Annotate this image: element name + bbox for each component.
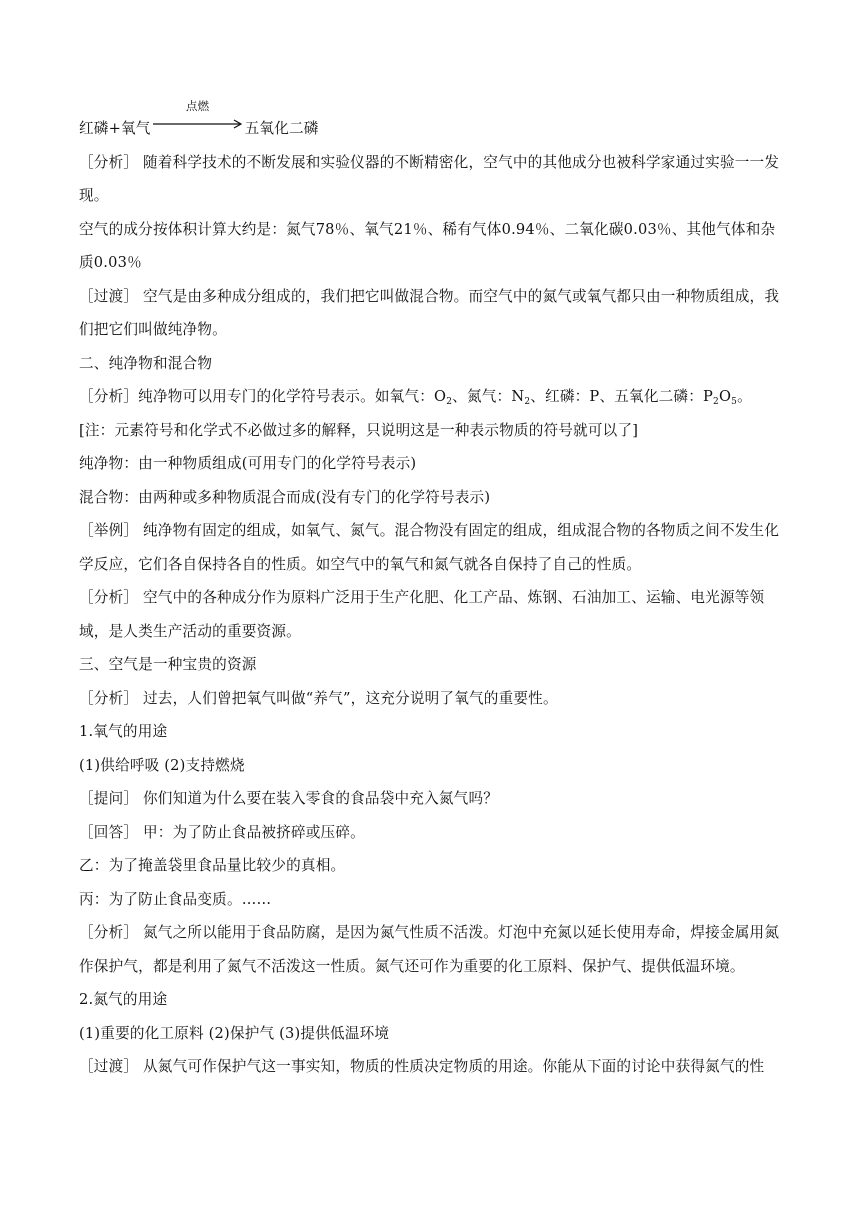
paragraph-analysis-symbols [79, 380, 784, 414]
paragraph-answer-b: 乙：为了掩盖袋里食品量比较少的真相。 [79, 857, 346, 874]
text-segment: 、氮气：N [452, 388, 525, 405]
paragraph-analysis-resources: ［分析］ 空气中的各种成分作为原料广泛用于生产化肥、化工产品、炼钢、石油加工、运输、电光源等领域，是人类生产活动的重要资源。 [79, 589, 765, 640]
paragraph-note: [注：元素符号和化学式不必做过多的解释，只说明这是一种表示物质的符号就可以了] [79, 421, 639, 439]
subscript: 2 [446, 397, 453, 407]
paragraph-analysis-nitrogen: ［分析］ 氮气之所以能用于食品防腐，是因为氮气性质不活泼。灯泡中充氮以延长使用寿命，焊接金属用氮作保护气，都是利用了氮气不活泼这一性质。氮气还可作为重要的化工原料、保护气、提供低温环境。 [79, 924, 780, 975]
paragraph-mixture-definition: 混合物：由两种或多种物质混合而成(没有专门的化学符号表示) [79, 488, 491, 506]
reactants: 红磷+氧气 [79, 120, 151, 137]
text-segment: ［分析］纯净物可以用专门的化学符号表示。如氧气：O [79, 388, 447, 405]
reaction-arrow [152, 99, 244, 136]
paragraph-answer-a: ［回答］ 甲：为了防止食品被挤碎或压碎。 [79, 823, 365, 841]
subscript: 5 [731, 397, 738, 407]
paragraph-question: ［提问］ 你们知道为什么要在装入零食的食品袋中充入氮气吗？ [79, 790, 499, 807]
section-heading-3: 三、空气是一种宝贵的资源 [79, 656, 257, 673]
reaction-equation [79, 99, 784, 146]
paragraph-analysis-1: ［分析］ 随着科学技术的不断发展和实验仪器的不断精密化，空气中的其他成分也被科学家通过实验一一发现。 [79, 153, 780, 204]
paragraph-oxygen-uses-list: (1)供给呼吸 (2)支持燃烧 [79, 756, 245, 774]
paragraph-air-composition: 空气的成分按体积计算大约是：氮气78％、氧气21％、稀有气体0.94％、二氧化碳0.03％、其他气体和杂质0.03％ [79, 220, 776, 271]
subheading-oxygen-uses: 1.氧气的用途 [79, 723, 168, 740]
subscript: 2 [524, 397, 531, 407]
paragraph-transition-2: ［过渡］ 从氮气可作保护气这一事实知，物质的性质决定物质的用途。你能从下面的讨论中获得氮气的性 [79, 1058, 765, 1075]
paragraph-pure-definition: 纯净物：由一种物质组成(可用专门的化学符号表示) [79, 455, 417, 472]
product: 五氧化二磷 [244, 120, 319, 137]
section-heading-2: 二、纯净物和混合物 [79, 354, 213, 372]
document-body [79, 99, 784, 1084]
text-segment: 。 [737, 388, 752, 405]
reaction-condition: 点燃 [185, 99, 210, 113]
subscript: 2 [713, 397, 719, 407]
paragraph-answer-c: 丙：为了防止食品变质。…… [79, 890, 272, 908]
paragraph-analysis-oxygen: ［分析］ 过去，人们曾把氧气叫做“养气”，这充分说明了氧气的重要性。 [79, 689, 558, 707]
paragraph-transition-1: ［过渡］ 空气是由多种成分组成的，我们把它叫做混合物。而空气中的氮气或氧气都只由一种物质组成，我们把它们叫做纯净物。 [79, 287, 780, 338]
arrow-icon [152, 118, 244, 130]
text-segment: 、红磷：P、五氧化二磷：P [530, 388, 714, 405]
paragraph-nitrogen-uses-list: (1)重要的化工原料 (2)保护气 (3)提供低温环境 [79, 1024, 390, 1042]
subheading-nitrogen-uses: 2.氮气的用途 [79, 991, 168, 1008]
paragraph-example: ［举例］ 纯净物有固定的组成，如氧气、氮气。混合物没有固定的组成，组成混合物的各物质之间不发生化学反应，它们各自保持各自的性质。如空气中的氧气和氮气就各自保持了自己的性质。 [79, 522, 780, 573]
text-segment: O [718, 388, 732, 405]
